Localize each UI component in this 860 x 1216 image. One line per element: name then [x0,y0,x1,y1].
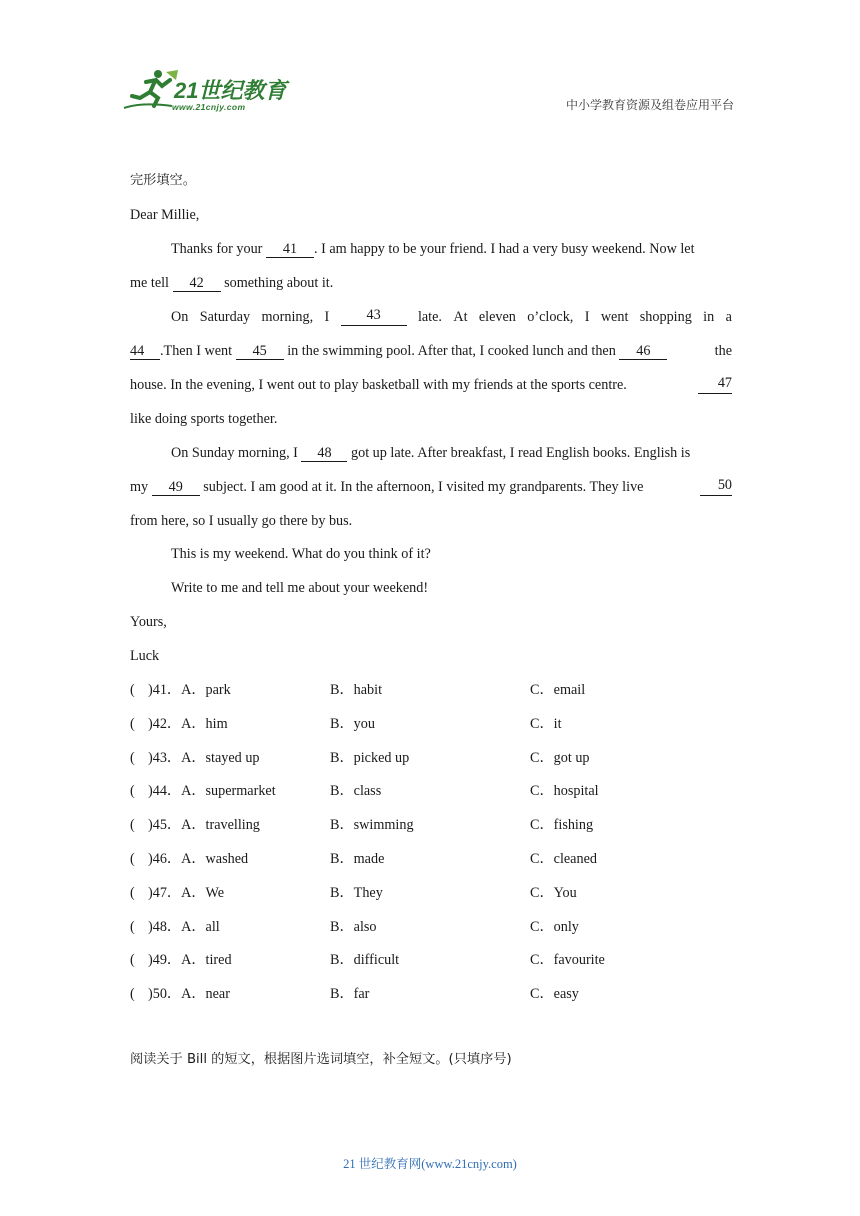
option-row-45 [130,816,690,834]
section-title: 阅读关于 Bill 的短文，根据图片选词填空，补全短文。(只填序号) [130,1052,512,1067]
answer-paren[interactable]: ( [130,682,135,698]
site-tagline: 中小学教育资源及组卷应用平台 [565,98,734,112]
text-run: Thanks for your [171,241,266,257]
paragraph-line: This is my weekend. What do you think of it? [171,546,431,562]
blank-45[interactable]: 45 [236,344,284,360]
option-a: )48．A．all [148,919,220,935]
answer-paren[interactable]: ( [130,750,135,766]
text-run: in the swimming pool. After that, I cooked lunch and then [283,343,620,359]
option-c: C．got up [530,750,590,766]
option-a: )43．A．stayed up [148,750,260,766]
option-c: C．cleaned [530,851,597,867]
text-run: .Then I went [160,343,236,359]
paragraph-line [130,478,732,496]
word: went [600,309,629,325]
page-header [122,66,734,116]
paragraph-line [130,376,732,394]
option-row-46 [130,850,690,868]
option-b: B．class [330,783,382,799]
text-run: my [130,479,152,495]
page-footer[interactable]: 21 世纪教育网(www.21cnjy.com) [343,1157,517,1171]
option-a: )50．A．near [148,986,230,1002]
option-b: B．picked up [330,750,410,766]
blank-44[interactable]: 44 [130,344,160,360]
option-a: )47．A．We [148,885,225,901]
option-row-42 [130,715,690,733]
word: in [703,309,715,325]
option-row-48 [130,918,690,936]
paragraph-line [171,308,732,326]
blank-48[interactable]: 48 [301,446,347,462]
text-run: subject. I am good at it. In the afternoon, I visited my grandparents. They live [199,479,644,495]
text-run: house. In the evening, I went out to play basketball with my friends at the sports centre. [130,377,627,393]
paragraph-line [130,274,333,292]
option-b: B．They [330,885,383,901]
option-c: C．favourite [530,952,605,968]
paragraph-line: like doing sports together. [130,411,278,427]
option-row-43 [130,749,690,767]
blank-41[interactable]: 41 [266,242,314,258]
logo-wordmark: 21世纪教育 [174,78,287,103]
answer-paren[interactable]: ( [130,885,135,901]
option-c: C．email [530,682,586,698]
paragraph-line: from here, so I usually go there by bus. [130,513,353,529]
text-run: me tell [130,275,173,291]
blank-49[interactable]: 49 [152,480,200,496]
word: shopping [639,309,692,325]
option-a: )45．A．travelling [148,817,260,833]
text-run: On Sunday morning, I [171,445,302,461]
option-row-49 [130,951,690,969]
option-c: C．it [530,716,562,732]
option-a: )41．A．park [148,682,231,698]
logo-url: www.21cnjy.com [172,102,246,112]
paragraph-line [171,444,690,462]
word: I [324,309,330,325]
option-a: )46．A．washed [148,851,249,867]
letter-closing: Yours, [130,614,167,630]
option-b: B．you [330,716,375,732]
paragraph-line: Write to me and tell me about your weekend! [171,580,429,596]
word: Saturday [199,309,251,325]
blank-43[interactable]: 43 [341,308,407,326]
option-b: B．far [330,986,370,1002]
answer-paren[interactable]: ( [130,817,135,833]
option-b: B．also [330,919,377,935]
text-run: . I am happy to be your friend. I had a very busy weekend. Now let [313,241,695,257]
option-row-41 [130,681,690,699]
paragraph-line [130,342,732,360]
answer-paren[interactable]: ( [130,919,135,935]
option-row-50 [130,985,690,1003]
word: late. [417,309,442,325]
option-c: C．fishing [530,817,594,833]
option-c: C．hospital [530,783,599,799]
word: eleven [478,309,516,325]
blank-42[interactable]: 42 [173,276,221,292]
option-row-44 [130,782,690,800]
text-run: got up late. After breakfast, I read English books. English is [347,445,691,461]
word: At [453,309,468,325]
blank-46[interactable]: 46 [619,344,667,360]
answer-paren[interactable]: ( [130,783,135,799]
word: morning, [261,309,314,325]
option-a: )42．A．him [148,716,228,732]
text-run: something about it. [220,275,334,291]
word: I [584,309,590,325]
option-c: C．You [530,885,577,901]
answer-paren[interactable]: ( [130,952,135,968]
option-b: B．swimming [330,817,414,833]
letter-signature: Luck [130,648,160,664]
word: o’clock, [527,309,574,325]
option-a: )44．A．supermarket [148,783,276,799]
option-c: C．easy [530,986,579,1002]
answer-paren[interactable]: ( [130,986,135,1002]
option-b: B．made [330,851,385,867]
answer-paren[interactable]: ( [130,851,135,867]
word: the [714,343,732,359]
option-b: B．habit [330,682,383,698]
word: On [171,309,189,325]
option-a: )49．A．tired [148,952,232,968]
section-title: 完形填空。 [130,173,196,188]
paragraph-line [171,240,695,258]
answer-paren[interactable]: ( [130,716,135,732]
blank-47[interactable]: 47 [698,376,732,394]
option-c: C．only [530,919,579,935]
option-b: B．difficult [330,952,400,968]
blank-50[interactable]: 50 [700,478,732,496]
option-row-47 [130,884,690,902]
site-logo[interactable] [122,66,292,114]
word: a [725,309,732,325]
letter-greeting: Dear Millie, [130,207,200,223]
